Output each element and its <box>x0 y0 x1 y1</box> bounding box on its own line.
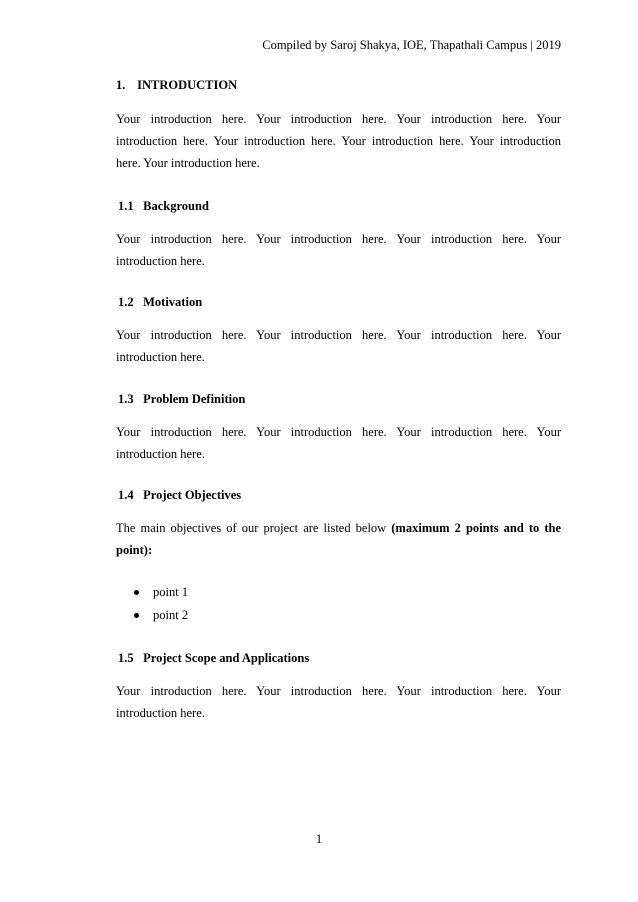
intro-paragraph: Your introduction here. Your introduction here. Your introduction here. Your introduction here. Your introduction here. Your introduction here. Your introduction here. Your introduction here. <box>116 112 561 170</box>
section-title: Project Scope and Applications <box>143 651 310 665</box>
section-title: Problem Definition <box>143 392 246 406</box>
chapter-number: 1. <box>116 78 126 92</box>
section-body-problem-definition: Your introduction here. Your introduction here. Your introduction here. Your introduction here. <box>116 425 561 461</box>
section-heading-background <box>118 199 209 214</box>
page-header: Compiled by Saroj Shakya, IOE, Thapathali Campus | 2019 <box>262 38 561 52</box>
objectives-intro-text: The main objectives of our project are listed below <box>116 521 392 535</box>
section-body-motivation: Your introduction here. Your introduction here. Your introduction here. Your introduction here. <box>116 328 561 364</box>
section-heading-problem-definition <box>118 392 245 407</box>
bullet-icon <box>134 613 139 618</box>
objectives-list <box>134 581 188 627</box>
section-body-background: Your introduction here. Your introduction here. Your introduction here. Your introduction here. <box>116 232 561 268</box>
section-number: 1.5 <box>118 651 134 665</box>
chapter-title: INTRODUCTION <box>137 78 238 92</box>
section-title: Project Objectives <box>143 488 242 502</box>
section-number: 1.1 <box>118 199 134 213</box>
bullet-icon <box>134 590 139 595</box>
list-item-text: point 2 <box>153 608 189 622</box>
section-title: Motivation <box>143 295 203 309</box>
list-item-text: point 1 <box>153 585 189 599</box>
page-number: 1 <box>315 832 323 846</box>
section-heading-project-scope <box>118 651 309 666</box>
section-number: 1.4 <box>118 488 134 502</box>
section-title: Background <box>143 199 209 213</box>
section-body-project-scope: Your introduction here. Your introduction here. Your introduction here. Your introduction here. <box>116 684 561 720</box>
section-body-project-objectives <box>116 517 561 561</box>
list-item <box>134 604 188 627</box>
section-number: 1.3 <box>118 392 134 406</box>
section-heading-motivation <box>118 295 202 310</box>
objectives-intro-bold: (maximum 2 points and to the point): <box>116 521 561 557</box>
list-item <box>134 581 188 604</box>
section-heading-project-objectives <box>118 488 241 503</box>
section-number: 1.2 <box>118 295 134 309</box>
chapter-heading <box>116 78 237 93</box>
